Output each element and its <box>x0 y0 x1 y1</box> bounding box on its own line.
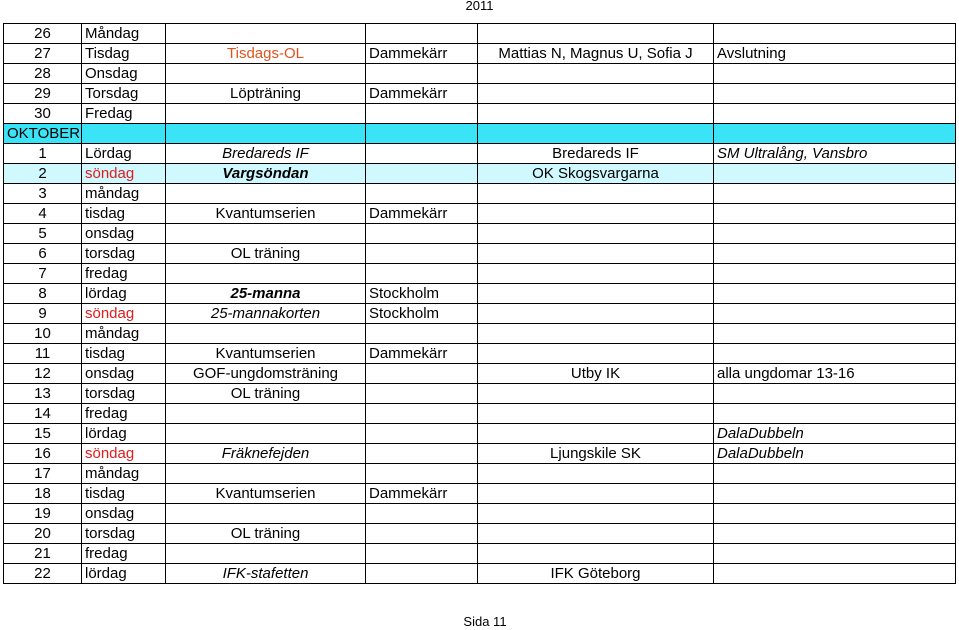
note-cell <box>714 384 956 404</box>
day-cell: 30 <box>4 104 82 124</box>
note-cell: DalaDubbeln <box>714 424 956 444</box>
weekday-cell: Tisdag <box>82 44 166 64</box>
table-row <box>4 304 956 324</box>
month-filler-cell <box>82 124 166 144</box>
event-cell <box>166 104 366 124</box>
organizer-cell: IFK Göteborg <box>478 564 714 584</box>
organizer-cell <box>478 224 714 244</box>
organizer-cell <box>478 544 714 564</box>
table-row <box>4 24 956 44</box>
weekday-cell: torsdag <box>82 384 166 404</box>
table-row <box>4 264 956 284</box>
table-row <box>4 344 956 364</box>
weekday-cell: onsdag <box>82 504 166 524</box>
table-row <box>4 564 956 584</box>
organizer-cell <box>478 324 714 344</box>
table-row <box>4 364 956 384</box>
event-cell: IFK-stafetten <box>166 564 366 584</box>
note-cell <box>714 504 956 524</box>
note-cell <box>714 564 956 584</box>
event-cell: OL träning <box>166 524 366 544</box>
place-cell <box>366 564 478 584</box>
event-cell <box>166 504 366 524</box>
weekday-cell: måndag <box>82 324 166 344</box>
month-filler-cell <box>366 124 478 144</box>
day-cell: 28 <box>4 64 82 84</box>
event-cell <box>166 544 366 564</box>
day-cell: 15 <box>4 424 82 444</box>
note-cell <box>714 304 956 324</box>
event-cell: Bredareds IF <box>166 144 366 164</box>
day-cell: 21 <box>4 544 82 564</box>
weekday-cell: lördag <box>82 424 166 444</box>
day-cell: 29 <box>4 84 82 104</box>
table-row <box>4 544 956 564</box>
organizer-cell <box>478 184 714 204</box>
place-cell: Dammekärr <box>366 44 478 64</box>
note-cell <box>714 184 956 204</box>
organizer-cell <box>478 84 714 104</box>
weekday-cell: måndag <box>82 184 166 204</box>
place-cell: Stockholm <box>366 304 478 324</box>
table-row <box>4 484 956 504</box>
event-cell: 25-mannakorten <box>166 304 366 324</box>
note-cell: Avslutning <box>714 44 956 64</box>
weekday-cell: fredag <box>82 544 166 564</box>
day-cell: 18 <box>4 484 82 504</box>
table-row <box>4 184 956 204</box>
table-row <box>4 244 956 264</box>
day-cell: 26 <box>4 24 82 44</box>
weekday-cell: Torsdag <box>82 84 166 104</box>
organizer-cell: Utby IK <box>478 364 714 384</box>
organizer-cell: Bredareds IF <box>478 144 714 164</box>
weekday-cell: tisdag <box>82 344 166 364</box>
place-cell <box>366 24 478 44</box>
place-cell <box>366 424 478 444</box>
table-row <box>4 44 956 64</box>
weekday-cell: Måndag <box>82 24 166 44</box>
table-row <box>4 164 956 184</box>
place-cell: Stockholm <box>366 284 478 304</box>
day-cell: 14 <box>4 404 82 424</box>
weekday-cell: måndag <box>82 464 166 484</box>
month-filler-cell <box>714 124 956 144</box>
event-cell <box>166 264 366 284</box>
note-cell <box>714 524 956 544</box>
organizer-cell <box>478 244 714 264</box>
organizer-cell <box>478 304 714 324</box>
event-cell: Kvantumserien <box>166 484 366 504</box>
note-cell <box>714 464 956 484</box>
day-cell: 1 <box>4 144 82 164</box>
note-cell <box>714 544 956 564</box>
table-row <box>4 424 956 444</box>
month-filler-cell <box>478 124 714 144</box>
table-row <box>4 84 956 104</box>
place-cell <box>366 244 478 264</box>
organizer-cell: OK Skogsvargarna <box>478 164 714 184</box>
table-row <box>4 524 956 544</box>
note-cell <box>714 204 956 224</box>
page-header-year: 2011 <box>465 0 494 13</box>
table-row <box>4 324 956 344</box>
organizer-cell <box>478 424 714 444</box>
table-row <box>4 224 956 244</box>
organizer-cell <box>478 24 714 44</box>
organizer-cell <box>478 64 714 84</box>
day-cell: 11 <box>4 344 82 364</box>
place-cell <box>366 444 478 464</box>
event-cell <box>166 224 366 244</box>
note-cell <box>714 224 956 244</box>
day-cell: 6 <box>4 244 82 264</box>
weekday-cell: söndag <box>82 304 166 324</box>
place-cell: Dammekärr <box>366 344 478 364</box>
event-cell <box>166 64 366 84</box>
place-cell: Dammekärr <box>366 484 478 504</box>
note-cell <box>714 64 956 84</box>
weekday-cell: Onsdag <box>82 64 166 84</box>
place-cell <box>366 264 478 284</box>
place-cell: Dammekärr <box>366 84 478 104</box>
organizer-cell <box>478 204 714 224</box>
note-cell <box>714 84 956 104</box>
event-cell: 25-manna <box>166 284 366 304</box>
weekday-cell: Fredag <box>82 104 166 124</box>
month-label: OKTOBER <box>4 124 82 144</box>
place-cell <box>366 144 478 164</box>
note-cell <box>714 264 956 284</box>
event-cell: Tisdags-OL <box>166 44 366 64</box>
place-cell: Dammekärr <box>366 204 478 224</box>
weekday-cell: onsdag <box>82 364 166 384</box>
note-cell <box>714 164 956 184</box>
day-cell: 3 <box>4 184 82 204</box>
table-row <box>4 204 956 224</box>
event-cell <box>166 424 366 444</box>
weekday-cell: onsdag <box>82 224 166 244</box>
weekday-cell: tisdag <box>82 484 166 504</box>
table-row <box>4 64 956 84</box>
note-cell <box>714 244 956 264</box>
place-cell <box>366 324 478 344</box>
place-cell <box>366 524 478 544</box>
event-cell: Kvantumserien <box>166 204 366 224</box>
place-cell <box>366 464 478 484</box>
event-cell <box>166 404 366 424</box>
month-header-row <box>4 124 956 144</box>
weekday-cell: torsdag <box>82 244 166 264</box>
weekday-cell: Lördag <box>82 144 166 164</box>
organizer-cell <box>478 284 714 304</box>
day-cell: 10 <box>4 324 82 344</box>
organizer-cell <box>478 264 714 284</box>
event-cell: Fräknefejden <box>166 444 366 464</box>
day-cell: 22 <box>4 564 82 584</box>
event-cell <box>166 464 366 484</box>
organizer-cell: Ljungskile SK <box>478 444 714 464</box>
place-cell <box>366 544 478 564</box>
weekday-cell: lördag <box>82 284 166 304</box>
schedule-table <box>3 23 956 584</box>
event-cell: Vargsöndan <box>166 164 366 184</box>
place-cell <box>366 184 478 204</box>
organizer-cell <box>478 524 714 544</box>
note-cell <box>714 404 956 424</box>
day-cell: 8 <box>4 284 82 304</box>
weekday-cell: lördag <box>82 564 166 584</box>
day-cell: 27 <box>4 44 82 64</box>
place-cell <box>366 104 478 124</box>
place-cell <box>366 224 478 244</box>
event-cell: OL träning <box>166 244 366 264</box>
table-row <box>4 144 956 164</box>
day-cell: 17 <box>4 464 82 484</box>
day-cell: 20 <box>4 524 82 544</box>
day-cell: 13 <box>4 384 82 404</box>
event-cell: GOF-ungdomsträning <box>166 364 366 384</box>
month-filler-cell <box>166 124 366 144</box>
table-row <box>4 104 956 124</box>
note-cell <box>714 324 956 344</box>
organizer-cell <box>478 104 714 124</box>
place-cell <box>366 64 478 84</box>
note-cell <box>714 104 956 124</box>
weekday-cell: torsdag <box>82 524 166 544</box>
table-row <box>4 504 956 524</box>
table-row <box>4 464 956 484</box>
day-cell: 12 <box>4 364 82 384</box>
place-cell <box>366 164 478 184</box>
day-cell: 7 <box>4 264 82 284</box>
organizer-cell <box>478 344 714 364</box>
table-row <box>4 284 956 304</box>
table-row <box>4 384 956 404</box>
organizer-cell <box>478 504 714 524</box>
event-cell: Löpträning <box>166 84 366 104</box>
note-cell: alla ungdomar 13-16 <box>714 364 956 384</box>
event-cell <box>166 184 366 204</box>
event-cell: Kvantumserien <box>166 344 366 364</box>
weekday-cell: söndag <box>82 164 166 184</box>
place-cell <box>366 404 478 424</box>
table-row <box>4 404 956 424</box>
weekday-cell: tisdag <box>82 204 166 224</box>
weekday-cell: söndag <box>82 444 166 464</box>
organizer-cell: Mattias N, Magnus U, Sofia J <box>478 44 714 64</box>
day-cell: 9 <box>4 304 82 324</box>
weekday-cell: fredag <box>82 404 166 424</box>
note-cell <box>714 344 956 364</box>
place-cell <box>366 384 478 404</box>
place-cell <box>366 364 478 384</box>
place-cell <box>366 504 478 524</box>
day-cell: 5 <box>4 224 82 244</box>
day-cell: 2 <box>4 164 82 184</box>
day-cell: 16 <box>4 444 82 464</box>
event-cell <box>166 324 366 344</box>
weekday-cell: fredag <box>82 264 166 284</box>
table-row <box>4 444 956 464</box>
note-cell: DalaDubbeln <box>714 444 956 464</box>
page-footer-label: Sida 11 <box>463 614 507 629</box>
event-cell: OL träning <box>166 384 366 404</box>
organizer-cell <box>478 384 714 404</box>
organizer-cell <box>478 464 714 484</box>
organizer-cell <box>478 404 714 424</box>
note-cell: SM Ultralång, Vansbro <box>714 144 956 164</box>
note-cell <box>714 484 956 504</box>
day-cell: 19 <box>4 504 82 524</box>
organizer-cell <box>478 484 714 504</box>
day-cell: 4 <box>4 204 82 224</box>
note-cell <box>714 24 956 44</box>
note-cell <box>714 284 956 304</box>
event-cell <box>166 24 366 44</box>
